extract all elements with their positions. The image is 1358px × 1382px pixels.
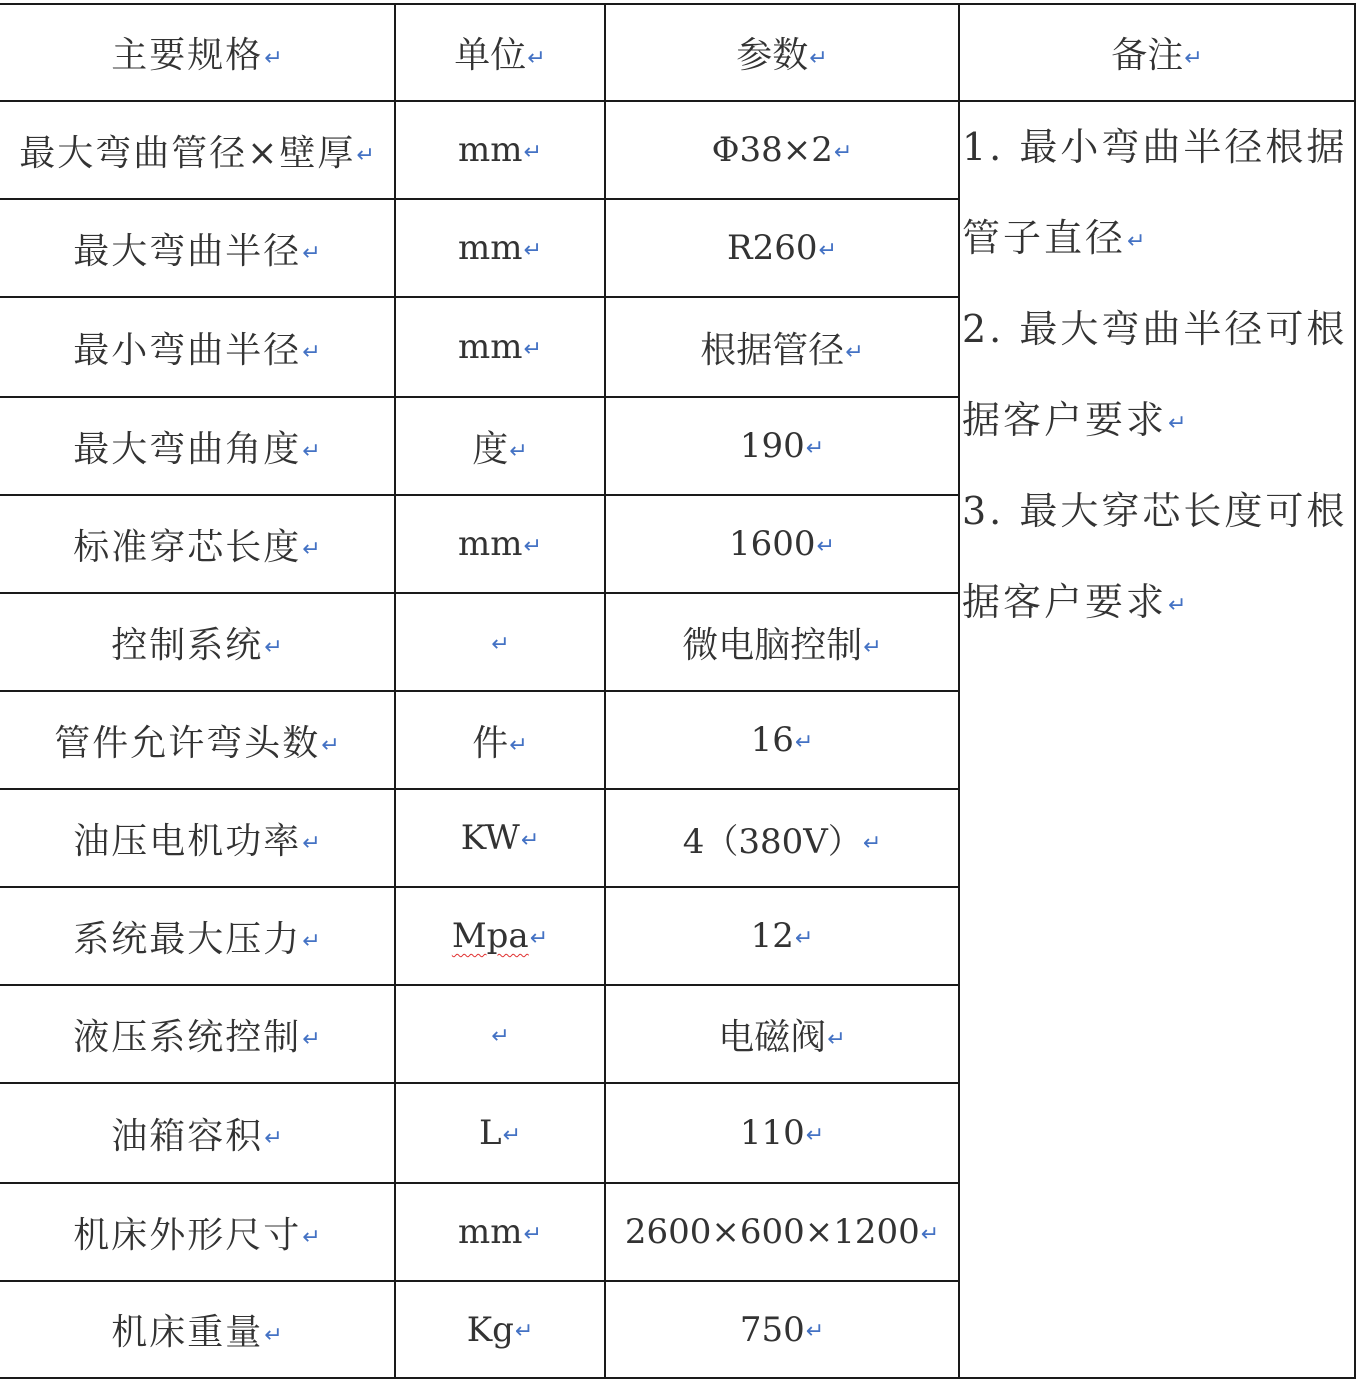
spec-cell — [0, 397, 395, 495]
value-cell — [605, 1183, 959, 1281]
unit-label: Mpa — [451, 916, 529, 956]
spec-label: 机床重量 — [111, 1312, 264, 1353]
unit-cell — [395, 887, 605, 985]
paragraph-mark-icon: ↵ — [302, 439, 321, 464]
value-label: 110 — [739, 1113, 805, 1153]
note-text: 据客户要求 — [962, 580, 1168, 624]
paragraph-mark-icon: ↵ — [264, 1322, 283, 1348]
notes-cell — [959, 101, 1355, 1378]
unit-label: mm — [458, 1212, 523, 1252]
paragraph-mark-icon: ↵ — [302, 831, 321, 856]
spec-label: 油箱容积 — [111, 1115, 264, 1157]
value-cell — [605, 495, 959, 593]
spec-cell — [0, 297, 395, 397]
header-unit-cell — [395, 4, 605, 101]
table-row — [0, 101, 1355, 199]
note-text: 管子直径 — [962, 216, 1127, 260]
paragraph-mark-icon: ↵ — [514, 1319, 534, 1344]
paragraph-mark-icon: ↵ — [827, 1027, 846, 1052]
unit-label: Kg — [466, 1309, 514, 1350]
paragraph-mark-icon: ↵ — [321, 733, 340, 758]
paragraph-mark-icon: ↵ — [794, 729, 814, 755]
paragraph-mark-icon: ↵ — [502, 1122, 521, 1148]
paragraph-mark-icon: ↵ — [523, 336, 542, 362]
value-cell — [605, 101, 959, 199]
paragraph-mark-icon: ↵ — [816, 533, 835, 559]
unit-cell — [395, 199, 605, 297]
paragraph-mark-icon: ↵ — [818, 237, 837, 263]
spec-cell — [0, 1183, 395, 1281]
spec-cell — [0, 199, 395, 297]
spec-label: 油压电机功率 — [73, 820, 302, 862]
paragraph-mark-icon: ↵ — [527, 45, 546, 71]
paragraph-mark-icon: ↵ — [523, 139, 542, 165]
paragraph-mark-icon: ↵ — [523, 533, 542, 559]
unit-cell — [395, 789, 605, 887]
value-label: 电磁阀 — [718, 1016, 827, 1058]
value-cell — [605, 887, 959, 985]
unit-label: L — [478, 1113, 502, 1153]
unit-label: mm — [458, 327, 523, 367]
note-text: 1. 最小弯曲半径根据 — [962, 125, 1348, 169]
paragraph-mark-icon: ↵ — [302, 537, 321, 562]
unit-label: mm — [458, 228, 523, 268]
spec-cell — [0, 985, 395, 1083]
header-notes: 备注 — [1111, 35, 1184, 76]
unit-cell — [395, 691, 605, 789]
unit-label: KW — [460, 818, 520, 858]
paragraph-mark-icon: ↵ — [862, 831, 882, 856]
spec-label: 最小弯曲半径 — [73, 329, 302, 371]
paragraph-mark-icon: ↵ — [1168, 411, 1190, 436]
value-cell — [605, 397, 959, 495]
paragraph-mark-icon: ↵ — [302, 340, 321, 365]
value-cell — [605, 297, 959, 397]
spec-label: 液压系统控制 — [73, 1016, 302, 1058]
paragraph-mark-icon: ↵ — [833, 139, 853, 165]
value-label: 12 — [750, 916, 794, 956]
header-value-cell — [605, 4, 959, 101]
note-text: 3. 最大穿芯长度可根 — [962, 489, 1348, 533]
paragraph-mark-icon: ↵ — [805, 435, 825, 461]
value-cell — [605, 199, 959, 297]
value-label: 微电脑控制 — [682, 624, 863, 666]
paragraph-mark-icon: ↵ — [491, 1024, 510, 1049]
paragraph-mark-icon: ↵ — [264, 45, 283, 71]
paragraph-mark-icon: ↵ — [845, 340, 864, 365]
spec-table — [0, 3, 1356, 1379]
paragraph-mark-icon: ↵ — [805, 1319, 825, 1344]
paragraph-mark-icon: ↵ — [1184, 45, 1203, 71]
note-line — [962, 375, 1354, 466]
unit-label: 件 — [472, 722, 509, 764]
paragraph-mark-icon: ↵ — [509, 733, 528, 758]
unit-cell — [395, 985, 605, 1083]
note-line — [962, 193, 1354, 284]
unit-cell — [395, 495, 605, 593]
paragraph-mark-icon: ↵ — [809, 45, 828, 71]
paragraph-mark-icon: ↵ — [523, 1221, 542, 1247]
value-label: R260 — [727, 228, 818, 268]
value-cell — [605, 1281, 959, 1378]
paragraph-mark-icon: ↵ — [509, 439, 528, 464]
paragraph-mark-icon: ↵ — [302, 1225, 321, 1250]
note-line — [962, 466, 1354, 557]
note-line — [962, 284, 1354, 375]
note-line — [962, 102, 1354, 193]
paragraph-mark-icon: ↵ — [1168, 593, 1190, 618]
paragraph-mark-icon: ↵ — [1127, 229, 1149, 254]
paragraph-mark-icon: ↵ — [356, 143, 375, 168]
paragraph-mark-icon: ↵ — [523, 237, 542, 263]
paragraph-mark-icon: ↵ — [529, 925, 549, 951]
spec-label: 最大弯曲管径×壁厚 — [19, 132, 356, 174]
paragraph-mark-icon: ↵ — [302, 929, 321, 954]
unit-label: mm — [458, 130, 523, 170]
value-label: 4（380V） — [682, 821, 862, 862]
header-row — [0, 4, 1355, 101]
value-cell — [605, 593, 959, 691]
spec-cell — [0, 593, 395, 691]
spec-label: 机床外形尺寸 — [73, 1214, 302, 1256]
value-cell — [605, 1083, 959, 1183]
unit-cell — [395, 1083, 605, 1183]
spec-cell — [0, 691, 395, 789]
value-label: 16 — [750, 720, 794, 760]
unit-cell — [395, 1281, 605, 1378]
paragraph-mark-icon: ↵ — [794, 925, 814, 951]
note-line — [962, 557, 1354, 648]
spec-cell — [0, 789, 395, 887]
spec-label: 最大弯曲半径 — [73, 230, 302, 272]
header-unit: 单位 — [454, 35, 527, 76]
header-value: 参数 — [736, 35, 809, 76]
header-spec: 主要规格 — [111, 35, 264, 76]
paragraph-mark-icon: ↵ — [520, 827, 540, 853]
paragraph-mark-icon: ↵ — [302, 1027, 321, 1052]
paragraph-mark-icon: ↵ — [491, 632, 510, 657]
value-label: 根据管径 — [700, 329, 845, 371]
value-label: 190 — [739, 426, 805, 466]
value-label: 2600×600×1200 — [624, 1212, 920, 1252]
paragraph-mark-icon: ↵ — [302, 241, 321, 266]
value-cell — [605, 985, 959, 1083]
spec-label: 标准穿芯长度 — [73, 526, 302, 568]
unit-cell — [395, 101, 605, 199]
paragraph-mark-icon: ↵ — [264, 1126, 283, 1151]
value-label: 750 — [739, 1309, 805, 1350]
paragraph-mark-icon: ↵ — [264, 635, 283, 660]
value-cell — [605, 789, 959, 887]
header-notes-cell — [959, 4, 1355, 101]
spec-label: 控制系统 — [111, 624, 264, 666]
value-cell — [605, 691, 959, 789]
value-label: Φ38×2 — [711, 130, 833, 170]
unit-cell — [395, 593, 605, 691]
paragraph-mark-icon: ↵ — [863, 635, 882, 660]
spec-label: 系统最大压力 — [73, 918, 302, 960]
unit-cell — [395, 297, 605, 397]
unit-cell — [395, 1183, 605, 1281]
spec-cell — [0, 887, 395, 985]
spec-label: 管件允许弯头数 — [54, 722, 321, 764]
header-spec-cell — [0, 4, 395, 101]
spec-label: 最大弯曲角度 — [73, 428, 302, 470]
paragraph-mark-icon: ↵ — [805, 1122, 825, 1148]
note-text: 2. 最大弯曲半径可根 — [962, 307, 1348, 351]
unit-cell — [395, 397, 605, 495]
spec-cell — [0, 495, 395, 593]
note-text: 据客户要求 — [962, 398, 1168, 442]
spec-cell — [0, 1281, 395, 1378]
paragraph-mark-icon: ↵ — [920, 1221, 940, 1247]
spec-cell — [0, 1083, 395, 1183]
unit-label: mm — [458, 524, 523, 564]
value-label: 1600 — [729, 524, 816, 564]
unit-label: 度 — [472, 428, 509, 470]
spec-cell — [0, 101, 395, 199]
